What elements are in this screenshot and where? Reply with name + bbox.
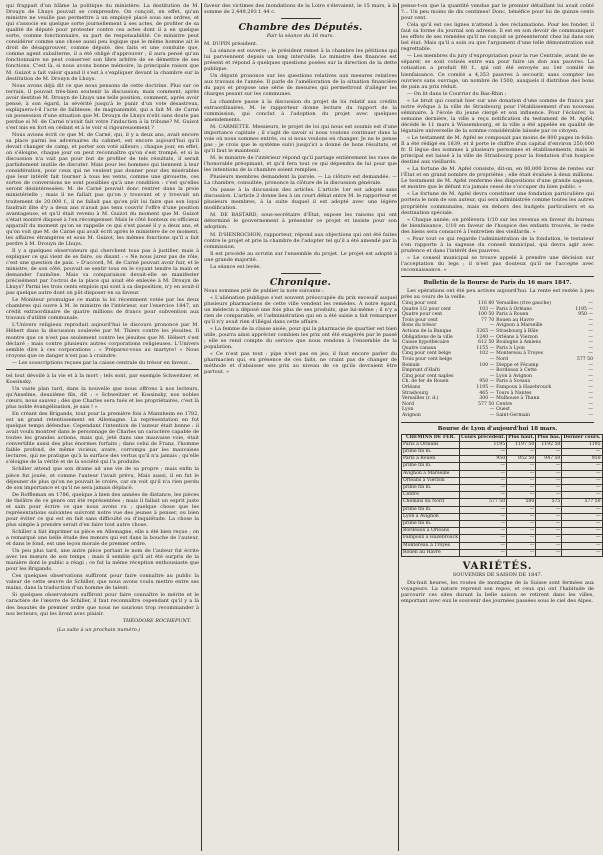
bourse-label: Ouest [496, 407, 510, 413]
lyon-value: 947 50 [536, 456, 562, 463]
author-signature: THÉODORE ROCHEPUNT. [122, 617, 191, 624]
debate-paragraph: Un député prononce sur les questions relatives aux mesures relatives aux travaux de l'année. Il parle de l'amélioration de la situation financière du pays et propose une série de mesures qui permettront d'alléger les charges pesant sur les communes. [204, 73, 397, 98]
lyon-value: — [507, 463, 536, 470]
article-paragraph: « Le testament de M. Apfel se composait pas moins de 800 pages in-folio. Il a été rédigé en 1839, et il porte le chiffre d'un capital d'environ 250,000 fr. Il lègue des sommes à plusieurs personnes et établissements, mais le principal est laissé à la ville de Strasbourg pour la fondation d'un hospice destiné aux vieillards. [401, 134, 594, 166]
lyon-label: Bordeaux à Orléans [402, 528, 460, 535]
lyon-value: — [507, 485, 536, 492]
lyon-row [402, 470, 603, 477]
lyon-value: — [507, 506, 536, 513]
varietes-paragraph: Dix-huit heures, les routes de montagne de la Suisse sont fermées aux voyageurs. La nature reprend son repos, et ceux qui ont l'habitude de parcourir ces sites durant la belle saison se retirent dans les villes, emportant avec eux le souvenir des journées passées sous le ciel des Alpes. [401, 580, 594, 605]
lyon-value: — [562, 535, 602, 542]
bourse-label: Cinq pour cent belge [402, 351, 452, 357]
lyon-value: — [562, 549, 602, 556]
lyon-label: Centre [402, 492, 460, 499]
bourse-label: Nord [496, 357, 509, 363]
article-paragraph: Nous avons déjà dit ce que nous pensons de cette doctrine. Plus sur ce terrain, il pouvait très-bien soutenir la discussion; mais comment, après avoir destitué M. Drouyn de Lhuys une telle position, comment, après avoir pensé, à son égard, la sévérité jusqu'à le punir d'un vote désastreux, expliquera-t-il l'acte de faiblesse, de magnanimité, qui a fait M. de Carné un possession d'une situation que M. Drouyn de Lhuys n'eût sans doute pas perdue si M. de Carné n'avait fait votre l'induction à la tribune? M. Guizot s'est mis en fort en cédant et à le voir si rigoureusement ? [6, 82, 199, 131]
article-paragraph: « Le bruit qui courait hier sur une donation d'une somme de francs par notre évêque à la ville de Strasbourg pour l'établissement d'un nouveau séminaire, à l'école du jeune clergé et son influence. Pour l'éclairer, la semaine dernière, la ville a reçu notification du testament de M. Apfel, décédé le 11 mars à Wissembourg, et la ville a été appelée en qualité de légataire universelle de la somme considérable laissée par ce citoyen. [401, 97, 594, 134]
lyon-value: — [507, 477, 536, 484]
bourse-value: 300 — [479, 396, 495, 402]
article-paragraph: Il y a quelques observateurs qui cherchent tous pas à justifier, mais à expliquer ce qui vient de se faire, ou disant : « Ne nous jurez pas de rôle, c'est une question de paix. » D'accord, M. de Carné pouvait avoir fuir, et le ministre, de son côté, pouvait se sentir tous en le voyant tendre la main et demander l'aumône. Mais va comparaison devait-elle se manifester précisément par l'octroi de la place qui avait été enlevée à M. Drouyn de Lhuys? Parmi les trois cents emplois qui sont à sa disposition, n'y en avait-il pas quelque autre dont on pût disposer en sa faveur. [6, 247, 199, 297]
lyon-row [402, 528, 603, 535]
lyon-value: — [460, 506, 507, 513]
bourse-value: 950 — [578, 312, 593, 318]
lyon-label: prime fin m. [402, 521, 460, 528]
lyon-row [402, 506, 603, 513]
lyon-label: prime fin m. [402, 506, 460, 513]
lyon-value: — [562, 506, 602, 513]
bourse-value: 577 50 [576, 357, 593, 363]
bourse-lyon-title: Bourse de Lyon d'aujourd'hui 18 mars. [437, 425, 558, 432]
column-left [6, 3, 199, 851]
lyon-value: — [562, 485, 602, 492]
lyon-value: — [507, 535, 536, 542]
lyon-value: — [460, 448, 507, 455]
lyon-value: — [460, 542, 507, 549]
lyon-value: 952 50 [507, 456, 536, 463]
lyon-value: — [562, 542, 602, 549]
lyon-value: — [536, 485, 562, 492]
lyon-row [402, 485, 603, 492]
varietes-title: VARIÉTÉS. [462, 561, 533, 573]
varietes-subtitle: SOUVENIRS DE SAISON DE 1847. [452, 572, 543, 579]
bourse-value: — [489, 412, 495, 418]
bourse-label: Paris à Rouen [496, 312, 529, 318]
article-paragraph: « Pour tout ce qui regarde l'administration de la fondation, le testateur s'en rapporte à la sagesse du conseil municipal, qui devra agir avec prudence et dans l'intérêt des pauvres. [401, 235, 594, 254]
section-subtitle: Pair la séance du 16 mars. [266, 33, 335, 40]
bourse-paris-table [401, 301, 594, 418]
feuilleton-paragraph: Un vaste plan tard, dans la nouvelle que nous offrons à nos lecteurs, qu'Anselme, deuxième fils, dit : « Schweitzer et Kossinsky, nos nobles cœurs, nous sauvez ; dès que Charles sera tués et les propriétaires, c'est là plus noble évangélisation, je sais ! » [6, 385, 199, 410]
lyon-value: — [562, 448, 602, 455]
lyon-value: — [507, 521, 536, 528]
bourse-value: — [588, 368, 593, 374]
article-paragraph: « Le fortune de M. Apfel devra constituer une fondation particulière qui portera le nom de son auteur, qui sera administrée comme toutes les autres propriétés communales, mais en dehors des budgets particuliers et sa destination spéciale. [401, 191, 594, 216]
lyon-value: — [562, 521, 602, 528]
lyon-row [402, 441, 603, 448]
bourse-value: 950 — [479, 379, 495, 385]
bourse-value: 100 50 [478, 312, 495, 318]
column-rule [201, 3, 202, 851]
bourse-value: 102 — [479, 351, 495, 357]
article-paragraph: L'Univers religieux reproduit aujourd'hui le discours prononcé par M. Hébert dans la discussion soulevée par M. Thiers contre les jésuites. Il montre que ce n'est pas seulement contre les jésuites que M. Hébert s'est déclaré ; mais contre plusieurs autres corporations religieuses. L'Univers semble dire à ces corporations : « Préparez-vous au martyre! » Nous croyons que ce danger n'est pas à craindre. [6, 322, 199, 359]
section-divider [281, 18, 321, 19]
bourse-value: — [588, 334, 593, 340]
lyon-value: — [562, 513, 602, 520]
lyon-value: — [460, 470, 507, 477]
lyon-label: Orléans à Vierzon [402, 477, 460, 484]
lyon-label: Fampoux à Hazebrouck [403, 535, 458, 541]
feuilleton-paragraph: Schiller a fait imprimer sa pièce en Allemagne, elle a été bien reçue ; on a remarqué une belle étude des mœurs qui est dans la bouche de l'auteur, et dans le fond, est une leçon morale de premier ordre. [6, 528, 199, 548]
feuilleton-paragraph: De Roffleman en 1786, quelque à bien des années de distance, les pièces de théâtre de ce genre ont été représentées ; mais il fallait un esprit juste et sain pour écrire ce que nous avons vu ; quelque chose que les représentations suivantes suivront notre vue des jeunes à penser, ou bien pour éviter ce qui est en fait sans difficulté ou d'inquiétude. La chose la plus simple à prendre serait d'en faire tout autre chose. [6, 491, 199, 528]
lyon-value: — [562, 492, 602, 499]
lyon-value: — [536, 513, 562, 520]
continuation-note: (La suite à un prochain numéro.) [56, 626, 141, 633]
lyon-value: 580 [507, 499, 536, 506]
bourse-label: Quatre canaux [402, 345, 437, 351]
lyon-value: 1195 [562, 441, 602, 448]
lyon-row [402, 477, 603, 484]
lyon-value: — [460, 463, 507, 470]
lyon-value: — [507, 542, 536, 549]
article-paragraph: qui frappait d'un blâme la politique du ministère. La destitution de M. Drouyn de Lhuys pouvait se comprendre. On conçoit, en effet, qu'un ministre ne veuille pas permettre à un employé placé sous ses ordres, et qui s'associe en quelque sorte journellement à ses actes, de profiter de sa qualité de député pour protester contre ces actes dont il a en quelque sorte, comme fonctionnaire, sa part de responsabilité. Ce ministre peut considérer comme une chose aussi peu logique que le même homme ait le droit de désapprouver, comme député, des faits et une conduite que, comme agent subalterne, il a été obligé d'approuver ; il aura pensé qu'un fonctionnaire ne peut conserver son libre arbitre de se démettre de ses fonctions. C'est là, si nous avons bonne mémoire, la principale raison que M. Guizot a fait valoir quand il s'est à s'expliquer devant la chambre sur la destitution de M. Drouyn de Lhuys. [6, 3, 199, 82]
bourse-label: Mulhouse à Thann [496, 396, 540, 402]
section-divider [401, 422, 594, 423]
section-divider [401, 276, 594, 277]
lyon-value: — [562, 470, 602, 477]
bourse-label: Orléans [402, 385, 421, 391]
bourse-label: Cinq pour cent naples [402, 373, 454, 379]
feuilleton-paragraph: Un peu plus tard, une autre pièce portant le nom de l'auteur fut écrite avec les mœurs de son temps ; mais il semble qu'il ait été surpris de la manière dont le public a réagi ; ce fut la même réception enthousiaste que pour les Brigands. [6, 548, 199, 573]
bourse-label: Paris à Lyon [496, 345, 525, 351]
feuilleton-paragraph: Si quelques observateurs suffiront pour faire connaître le mérite et le caractère de l'œuvre de Schiller, il faut reconnaître cependant qu'il y a là des beautés de premier ordre que nous ne saurions trop recommander à nos lecteurs, qui les liront avec plaisir. [6, 592, 199, 617]
lyon-value: — [536, 549, 562, 556]
bourse-label: Avignon à Marseille [496, 323, 543, 329]
lyon-label: prime fin m. [402, 463, 460, 470]
bourse-label: Avignon [402, 412, 421, 418]
lyon-header-cell: Plus haut. [508, 434, 535, 440]
lyon-header-cell: Plus bas. [537, 434, 561, 440]
bourse-value: — [588, 379, 593, 385]
bourse-value: — [588, 362, 593, 368]
lyon-value: 577 50 [460, 499, 507, 506]
lyon-row [402, 542, 603, 549]
chronique-paragraph: « La femme de la classe aisée, pour qui la pharmacie de quartier est bien utile, pourra ainsi apprécier combien les prix ont été exagérés par le passé ; elle se rend compte du service que nous rendons à l'ensemble de la population. [204, 326, 397, 351]
lyon-header-cell: Dernier cours. [563, 434, 601, 440]
lyon-value: — [536, 521, 562, 528]
feuilleton-paragraph: tel tout dévoilé à la vie et à la mort ; tels sont, par exemple Schweitzer, et Kossinsky. [6, 372, 199, 385]
bourse-label: Ch. de fer de Rouen [402, 379, 449, 385]
column-right [401, 3, 601, 851]
lyon-value: — [507, 549, 536, 556]
feuilleton-paragraph: Ces quelques observations suffiront pour faire connaître au public la valeur de cette œuvre de Schiller, que nous avons voulu mettre entre ses mains, dans la traduction d'un homme de talent. [6, 573, 199, 592]
feuilleton-paragraph: En créant des Brigands, tout pour la première fois à Mannheim en 1782, est un grand retentissement en Allemagne. La représentation en fut quelque temps défendue. Cependant l'intention de l'auteur était bonne : il avait voulu montrer dans le personnage de Charles un caractère capable de toutes les grandes actions, mais qui, jeté dans une mauvaise voie, était convertible aussi des plus énormes forfaits ; dans celui de Franz, l'homme faible profond, de même vicieux, avare, corrompu par les mauvaises lectures, qui ne pratique qu'à la surface des vertus qu'il n'a jamais ; qu'elle s'éloigne de la vérité et de la société qui l'a produite. [6, 411, 199, 466]
bourse-label: Paris à Sceaux [496, 379, 531, 385]
bourse-value: — [489, 368, 495, 374]
debate-paragraph: La séance est levée. [210, 263, 261, 270]
lyon-label: Rouen au Havre [402, 549, 460, 556]
bourse-label: Caisse hypothécaire [402, 340, 450, 346]
bourse-value: 3265 — [476, 329, 495, 335]
lyon-header-cell: Cours précédent. [461, 434, 506, 440]
bourse-value: — [588, 340, 593, 346]
lyon-value: — [507, 513, 536, 520]
debate-paragraph: M. le ministre de l'intérieur répond qu'il partage entièrement les vues de l'honorable préopinant, et qu'il fera tout ce qui dépendra de lui pour que les intentions de la chambre soient remplies. [204, 154, 397, 174]
bourse-label: Quatre pour cent [402, 312, 443, 318]
column-rule [398, 3, 399, 851]
lyon-row [402, 492, 603, 499]
feuilleton-paragraph: Schiller attend que son drame ait une vie de sa propre ; mais enfin la pièce fut jouée, et comme l'auteur l'avait prévu, Mais aussi, il en fut le déjeuner de plus qu'on ne pouvait le croire, car on voit qu'il n'a rien perdu de son importance et qu'il ne sera jamais déplacé. [6, 466, 199, 491]
bourse-value: — [588, 407, 593, 413]
debate-paragraph: La séance est ouverte ; le président remet à la chambre les pétitions qui lui parviennent depuis un long intervalle. Le ministre des finances est présent et répond à quelques questions posées sur la direction de la dette publique. [204, 48, 397, 73]
article-paragraph: — Les souscriptions reçues par la caisse centrale du trésor en faveur... [12, 359, 192, 366]
feuilleton-divider [6, 369, 199, 370]
lyon-value: — [536, 463, 562, 470]
article-paragraph: — Les membres du jury d'expropriation pour la rue Centrale, avant de se séparer, se sont cotisés entre eux pour faire un don aux pauvres. La cotisation a produit 80 f., qui ont été envoyés au 1er comité de bienfaisance. Ce comité a 4,353 pauvres à secourir, sans compter les ouvriers sans ouvrage, un nombre de 1500, auxquels il distribue des bons de pain au prix réduit. [401, 53, 594, 90]
lyon-value: — [460, 535, 507, 542]
bourse-label: Trois pour cent belge [402, 357, 452, 363]
bourse-value: — [588, 329, 593, 335]
lyon-value: — [562, 477, 602, 484]
presidence-line: M. DUPIN président. [204, 41, 258, 48]
lyon-label: Montereau à Troyes [402, 542, 460, 549]
lyon-value: — [536, 448, 562, 455]
section-divider [281, 273, 321, 274]
article-paragraph: pense-t-on que la quantité vendue par le premier détaillant lui avait coûté ?... Un peu moins de dix centimes! Donc, bénéfice pour lui de quinze cents pour cent. [401, 3, 594, 22]
lyon-value: — [460, 492, 507, 499]
column-middle [204, 3, 397, 851]
bourse-value: — [588, 401, 593, 407]
debate-paragraph: On passe à la discussion des articles. L'article 1er est adopté sans discussion. L'article 2 donne lieu à un court débat entre M. le rapporteur et plusieurs membres, à la suite duquel il est adopté avec une légère modification. [204, 187, 397, 212]
article-paragraph: « Chaque année, on prélèvera 1/10 sur les revenus en faveur du bureau de bienfaisance, 1/10 en faveur de l'hospice des enfants trouvés, le reste des biens sera consacré à l'entretien des vieillards. » [401, 216, 594, 235]
lyon-label: prime fin m. [402, 448, 460, 455]
lyon-value: 1195 [460, 441, 507, 448]
debate-paragraph: M. CARMETTE. Messieurs, le projet de loi qui nous est soumis est d'une importance capitale ; il s'agit de savoir si nous voulons continuer dans la voie où nous sommes entrés, ou si nous voulons en changer. Je ne le pense pas ; je crois que le système suivi jusqu'ici a donné de bons résultats, et qu'il faut le maintenir. [204, 123, 397, 154]
bourse-value: 1155 — [476, 345, 495, 351]
article-paragraph: Nous avions écrit ce que M. de Carné, qui, il y a deux ans, avait encore sa place parmi les adversaires du cabinet, est encore aujourd'hui qu'il devait changer de camp, et porter son voté ailleurs ; chaque jour, en effet, on s'éloigne, chaque jour on peut reconnaître qu'on s'est trompé, et si la discussion n'a vait pas pour but de profiter de tels résultats, il serait parfaitement inutile de discuter. Mais pour les hommes qui tiennent à leur considération, pour ceux qui ne veulent pas donner pour des misérables que leur intérêt fait tourner à tous les vents, comme une girouette, ces sortes de conversions ne sont possibles qu'à une condition : c'est qu'elles seront désintéressées. M. de Carné pouvait donc rentrer dans la proie ministérielle ; mais il ne fallait pas qu'on y trouvant et y trouvait un traitement de 20,000 f., il ne fallait pas qu'en pût lui faire que son loyal faudrait ilite d'y a deux ans n'avait pas tenu couvrir l'offre d'une position avantageuse, et qu'il était revenu à M. Guizot du moment que M. Guizot s'était montré disposé à l'en récompenser. Mais le côté honteux ou officieux apparaît du moment qu'on se rappelle ce qui s'est passé il y a deux ans, et qu'on voit que M. de Carné qui avait écrit après le ministère de ce moment, les affaires étrangères et sous M. Guizot, les mêmes fonctions qu'il a fait perdre à M. Drouyn de Lhuys. [6, 131, 199, 247]
debate-paragraph: La chambre passe à la discussion du projet de loi relatif aux crédits extraordinaires. M. le rapporteur donne lecture du rapport de la commission, qui conclut à l'adoption du projet avec quelques amendements. [204, 98, 397, 123]
bourse-value: — [588, 412, 593, 418]
lyon-value: — [507, 528, 536, 535]
lyon-value: — [460, 521, 507, 528]
chronique-paragraph: « Ce n'est pas tout : pipe n'est pas en jeu; il faut encore parler du pharmacien qui, en présence de ces faits, ne craint pas de changer de méthode et d'abaisser ses prix au niveau de ce qu'ils devraient être partout. » [204, 351, 397, 376]
article-paragraph: Le Moniteur promulgue ce matin la loi récemment votée par les deux chambres qui ouvre à M. le ministre de l'intérieur, sur l'exercice 1847, un crédit extraordinaire de quatre millions de francs pour subvention aux travaux d'utilité communale. [6, 297, 199, 322]
lyon-value: 577 50 [562, 499, 602, 506]
section-title-chambre: Chambre des Députés. [238, 22, 363, 34]
bourse-label: Tours à Nantes [496, 390, 532, 396]
lyon-value: 575 [536, 499, 562, 506]
chronique-paragraph: Nous sommes prié de publier la note suivante : [204, 287, 324, 294]
bourse-value: — [588, 317, 593, 323]
bourse-value: 100 — [479, 362, 495, 368]
bourse-value: — [588, 390, 593, 396]
article-paragraph: « La fortune de M. Apfel consiste, dit-on, en 80,000 livres de rentes sur l'État et en grand nombre de propriétés ; elle était évaluée à deux millions. Le testament de M. Apfel renferme des dispositions d'une grande sagesse, et montre que le défunt n'a jamais cessé de s'occuper du bien public. » [401, 166, 594, 191]
bourse-value: — [588, 345, 593, 351]
section-title-chronique: Chronique. [269, 276, 332, 288]
bourse-label: Saint-Germain [496, 412, 530, 418]
lyon-label: Lyon à Avignon [402, 513, 460, 520]
bourse-value: — [588, 351, 593, 357]
lyon-value: — [507, 448, 536, 455]
bourse-value: — [489, 373, 495, 379]
lyon-value: — [536, 528, 562, 535]
bourse-label: Versailles (rive gauche) [496, 301, 551, 307]
lyon-value: — [536, 477, 562, 484]
bourse-value: 577 50 [478, 401, 495, 407]
bourse-value: — [489, 357, 495, 363]
bourse-label: Actions de la Banque [402, 329, 452, 335]
bourse-value: 1195 — [476, 385, 495, 391]
lyon-value: — [536, 535, 562, 542]
lyon-row [402, 535, 603, 542]
bourse-value: 116 80 [478, 301, 495, 307]
lyon-value: 950 [460, 456, 507, 463]
lyon-row [402, 456, 603, 463]
bourse-label: Boulogne à Amiens [496, 340, 541, 346]
bourse-label: Obligations de la ville [402, 334, 453, 340]
lyon-value: — [460, 528, 507, 535]
bourse-paris-title: Bulletin de la Bourse de Paris du 16 mars 1847. [423, 280, 572, 287]
bourse-label: Fampoux à Hazebrouck [496, 385, 552, 391]
bourse-label: Paris à Orléans [496, 306, 532, 312]
bourse-label: Versailles (r. d.) [402, 396, 439, 402]
bourse-lyon-table [401, 434, 603, 557]
bourse-value: 1195 — [575, 306, 593, 312]
bourse-label: Bordeaux à Cette [496, 368, 537, 374]
lyon-row [402, 463, 603, 470]
bourse-label: Montereau à Troyes [496, 351, 544, 357]
bourse-value: — [588, 385, 593, 391]
bourse-label: Rouen au Havre [496, 317, 534, 323]
bourse-label: Romain [402, 362, 420, 368]
article-paragraph: Cela qu'il est ces lignes n'attend à des réclamations. Pour les fonder, il faut sa forme du journal son adresse. Il est en son devoir de communiquer les effets de ses remèdes qu'il ne conçoit se présenteront chez lui dans son bel état. Mais qu'il a soin ou que l'argument d'une telle démonstration soit regrettable. [401, 22, 594, 53]
bourse-label: Nord [402, 401, 414, 407]
bourse-value: — [489, 407, 495, 413]
bourse-label: Lyon à Avignon [496, 373, 532, 379]
bourse-label: Centre [496, 401, 513, 407]
bourse-label: Strasbourg à Bâle [496, 329, 539, 335]
debate-paragraph: Plusieurs membres demandent la parole. — La clôture est demandée. — La chambre, consultée, prononce la clôture de la discussion générale. [204, 174, 397, 187]
bourse-value: — [489, 323, 495, 329]
lyon-value: 950 [562, 456, 602, 463]
lyon-row [402, 521, 603, 528]
bourse-label: Strasbourg [402, 390, 429, 396]
lyon-label: Paris à Rouen [402, 456, 460, 463]
bourse-label: Quatre 1/2 pour cent [402, 306, 451, 312]
bourse-value: 103 — [479, 306, 495, 312]
bourse-label: Trois pour cent [402, 317, 438, 323]
lyon-value: — [460, 485, 507, 492]
bourse-label: Cinq pour cent [402, 301, 437, 307]
lyon-value: — [507, 470, 536, 477]
bourse-value: — [588, 373, 593, 379]
bourse-value: 465 — [479, 390, 495, 396]
lyon-value: — [562, 463, 602, 470]
bourse-value: — [588, 323, 593, 329]
article-paragraph: « Le conseil municipal se trouve appelé à prendre une décision sur l'acceptation du legs ; il n'est pas douteux qu'il ne l'accepte avec reconnaissance. » [401, 254, 594, 273]
lyon-value: — [460, 549, 507, 556]
lyon-value: — [460, 513, 507, 520]
chronique-paragraph: « L'aliénation publique s'est souvent préoccupée du prix excessif auquel plusieurs pharmaciens de cette ville vendent les remèdes. À notre égard, un médecin a déposé une fois plus de ses produits, que lui-même ; il n'y a rien de comparable, et l'administration qui en a été saisie a fait remarquer qu'il n'y avait rien d'illégal dans cette affaire. [204, 294, 397, 326]
lyon-value: — [562, 528, 602, 535]
lyon-header-cell: CHEMINS DE FER. [402, 434, 460, 441]
bourse-note: Les opérations ont été peu actives aujourd'hui. La rente est restée à peu près au cours de la veille. [401, 288, 594, 301]
lyon-row [402, 499, 603, 506]
lyon-label: Chemins du Nord [402, 499, 460, 506]
bourse-label: Emprunt d'Haïti [402, 368, 440, 374]
bourse-label: Bons du trésor [402, 323, 437, 329]
lyon-value: — [460, 477, 507, 484]
lyon-row [402, 513, 603, 520]
lyon-label: Avignon à Marseille [402, 470, 460, 477]
bourse-value: 612 50 [478, 340, 495, 346]
lyon-value: 1197 50 [507, 441, 536, 448]
debate-paragraph: Il est procédé au scrutin sur l'ensemble du projet. Le projet est adopté à une grande majorité. [204, 250, 397, 263]
lyon-value: — [536, 506, 562, 513]
bourse-value: 77 70 [481, 317, 495, 323]
lyon-value: — [536, 470, 562, 477]
article-paragraph: — On lit dans le Courrier du Bas-Rhin : [407, 90, 507, 97]
lyon-value: — [507, 492, 536, 499]
lyon-row [402, 549, 603, 556]
lyon-row [402, 448, 603, 455]
lyon-value: 1192 50 [536, 441, 562, 448]
bourse-value: 1240 — [476, 334, 495, 340]
debate-paragraph: M. D'HENROCHON, rapporteur, répond aux objections qui ont été faites contre le projet et prie la chambre de l'adopter tel qu'il a été amendé par la commission. [204, 231, 397, 250]
lyon-label: prime fin m. [402, 485, 460, 492]
article-paragraph: faveur des victimes des inondations de la Loire s'élevaient, le 15 mars, à la somme de 2,449,293 f. 44 c. [204, 3, 397, 16]
bourse-label: Dieppe et Fécamp [496, 362, 539, 368]
bourse-value: — [588, 301, 593, 307]
bourse-label: Lyon [402, 407, 414, 413]
debate-paragraph: M. DE BASTARD, sous-secrétaire d'État, expose les raisons qui ont déterminé le gouvernement à présenter ce projet et insiste pour son adoption. [204, 212, 397, 231]
lyon-value: — [536, 542, 562, 549]
bourse-label: Orléans à Vierzon [496, 334, 538, 340]
lyon-value: — [536, 492, 562, 499]
lyon-label: Paris à Orléans [402, 441, 460, 448]
bourse-row [401, 413, 594, 419]
bourse-value: — [588, 396, 593, 402]
